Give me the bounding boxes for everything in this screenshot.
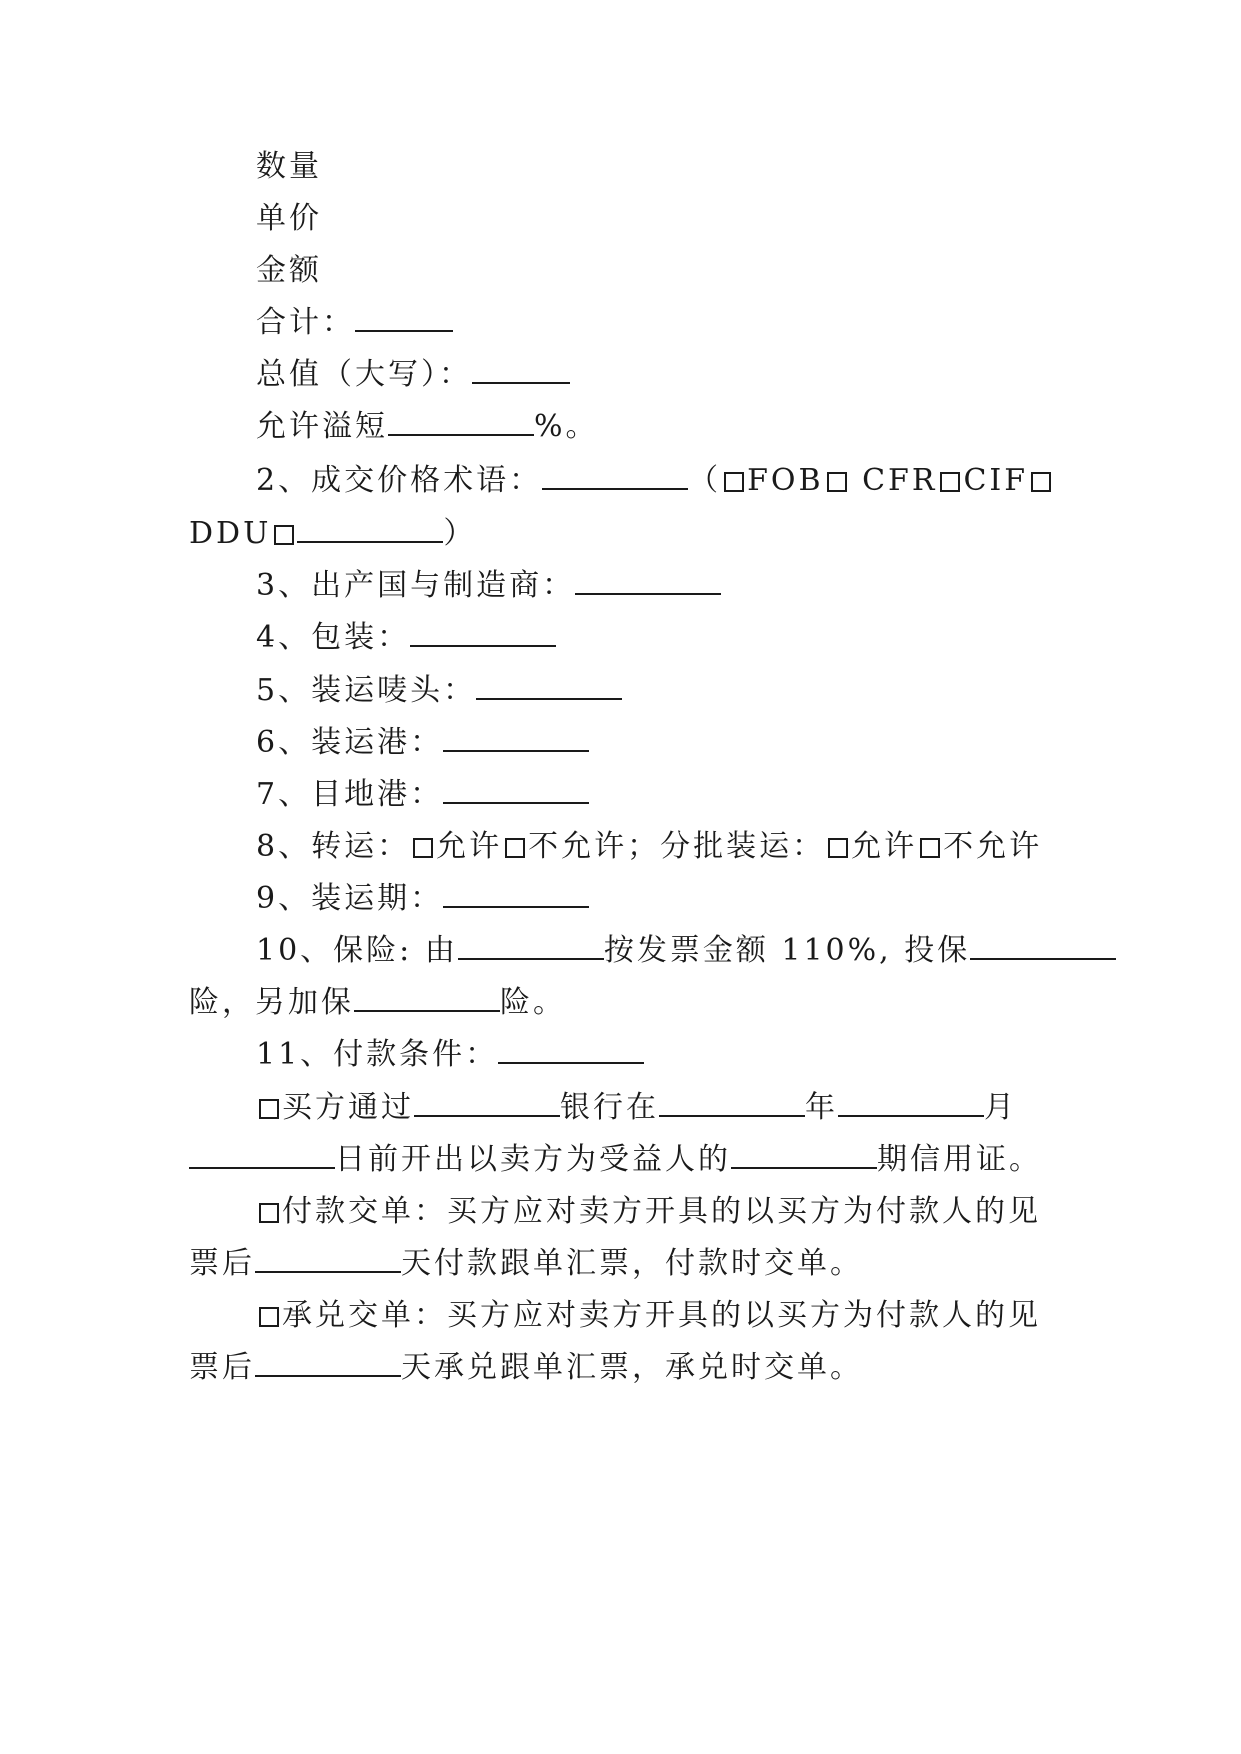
line-unit-price [256, 199, 1051, 239]
checkbox-lc[interactable] [259, 1099, 279, 1119]
allowed-label: 允许 [436, 829, 503, 864]
blank-price-terms[interactable] [542, 462, 688, 490]
partial-shipment-label: 不允许；分批装运： [528, 829, 826, 864]
line-price-terms [256, 461, 1051, 501]
blank-da-days[interactable] [255, 1349, 401, 1377]
port-destination-label: 7、目地港： [256, 777, 444, 812]
amount-label: 金额 [256, 253, 322, 288]
additional-insurance-label: 险，另加保 [189, 985, 354, 1020]
blank-shipment-date[interactable] [443, 880, 589, 908]
checkbox-partial-not-allowed[interactable] [920, 838, 940, 858]
blank-packing[interactable] [410, 619, 556, 647]
line-origin [256, 566, 1051, 606]
da-label: 承兑交单：买方应对卖方开具的以买方为付款人的见 [282, 1298, 1041, 1333]
marks-label: 5、装运唛头： [256, 673, 477, 708]
checkbox-other-term[interactable] [274, 525, 294, 545]
blank-total-value[interactable] [472, 356, 570, 384]
blank-bank[interactable] [414, 1089, 560, 1117]
line-quantity [256, 147, 1051, 187]
partial-not-allowed-label: 不允许 [943, 829, 1043, 864]
da-days-label: 天承兑跟单汇票，承兑时交单。 [401, 1350, 863, 1385]
blank-lc-term[interactable] [731, 1141, 877, 1169]
blank-month[interactable] [838, 1089, 984, 1117]
dp-sight-label: 票后 [189, 1246, 255, 1281]
price-terms-label: 2、成交价格术语： [256, 463, 543, 498]
cif-label: CIF [963, 463, 1029, 498]
line-amount [256, 251, 1051, 291]
buyer-via-label: 买方通过 [282, 1090, 414, 1125]
line-lc-cont [189, 1140, 1051, 1180]
blank-insured-by[interactable] [458, 932, 604, 960]
percent-sign: %。 [534, 409, 599, 444]
blank-other-term[interactable] [297, 515, 443, 543]
blank-origin[interactable] [575, 567, 721, 595]
checkbox-cfr[interactable] [827, 472, 847, 492]
line-total [256, 303, 1051, 343]
paren-open: （ [688, 463, 722, 498]
beneficiary-label: 日前开出以卖方为受益人的 [335, 1142, 731, 1177]
blank-insurance-type[interactable] [970, 932, 1116, 960]
blank-day[interactable] [189, 1141, 335, 1169]
checkbox-ddu[interactable] [1031, 472, 1051, 492]
blank-port-destination[interactable] [443, 776, 589, 804]
dp-days-label: 天付款跟单汇票，付款时交单。 [401, 1246, 863, 1281]
insurance-label: 10、保险: 由 [256, 933, 458, 968]
transshipment-label: 8、转运： [256, 829, 411, 864]
line-total-value [256, 355, 1051, 395]
checkbox-cif[interactable] [940, 472, 960, 492]
line-payment-terms [256, 1035, 1051, 1075]
checkbox-transship-not-allowed[interactable] [505, 838, 525, 858]
paren-close: ） [443, 516, 477, 551]
total-label: 合计： [256, 305, 355, 340]
lc-label: 期信用证。 [877, 1142, 1042, 1177]
checkbox-partial-allowed[interactable] [828, 838, 848, 858]
payment-terms-label: 11、付款条件： [256, 1037, 499, 1072]
fob-label: FOB [747, 463, 824, 498]
checkbox-dp[interactable] [259, 1203, 279, 1223]
da-sight-label: 票后 [189, 1350, 255, 1385]
origin-label: 3、出产国与制造商： [256, 568, 576, 603]
bank-label: 银行在 [560, 1090, 659, 1125]
insurance-end-label: 险。 [500, 985, 566, 1020]
line-insurance [256, 931, 1051, 971]
blank-total[interactable] [355, 304, 453, 332]
line-dp [256, 1192, 1051, 1232]
blank-additional-insurance[interactable] [354, 984, 500, 1012]
line-insurance-cont [189, 983, 1051, 1023]
shipment-date-label: 9、装运期： [256, 881, 444, 916]
line-port-destination [256, 775, 1051, 815]
blank-tolerance[interactable] [388, 408, 534, 436]
ddu-label: DDU [189, 516, 272, 551]
blank-marks[interactable] [476, 672, 622, 700]
line-transshipment [256, 827, 1051, 867]
packing-label: 4、包装： [256, 620, 411, 655]
line-price-terms-cont [189, 514, 1051, 554]
line-packing [256, 618, 1051, 658]
partial-allowed-label: 允许 [851, 829, 918, 864]
line-shipment-date [256, 879, 1051, 919]
blank-dp-days[interactable] [255, 1245, 401, 1273]
checkbox-fob[interactable] [724, 472, 744, 492]
invoice-amount-label: 按发票金额 110%, 投保 [603, 933, 971, 968]
blank-year[interactable] [659, 1089, 805, 1117]
unit-price-label: 单价 [256, 201, 322, 236]
line-tolerance [256, 407, 1051, 447]
blank-payment-terms[interactable] [498, 1036, 644, 1064]
month-label: 月 [984, 1090, 1017, 1125]
checkbox-da[interactable] [259, 1307, 279, 1327]
line-da-cont [189, 1348, 1051, 1388]
total-value-label: 总值（大写）： [256, 357, 472, 392]
checkbox-transship-allowed[interactable] [413, 838, 433, 858]
tolerance-label: 允许溢短 [256, 409, 388, 444]
line-marks [256, 671, 1051, 711]
cfr-label: CFR [849, 463, 938, 498]
line-port-loading [256, 723, 1051, 763]
quantity-label: 数量 [256, 149, 322, 184]
line-lc [256, 1088, 1051, 1128]
dp-label: 付款交单：买方应对卖方开具的以买方为付款人的见 [282, 1194, 1041, 1229]
year-label: 年 [805, 1090, 838, 1125]
port-loading-label: 6、装运港： [256, 725, 444, 760]
line-dp-cont [189, 1244, 1051, 1284]
line-da [256, 1296, 1051, 1336]
blank-port-loading[interactable] [443, 724, 589, 752]
